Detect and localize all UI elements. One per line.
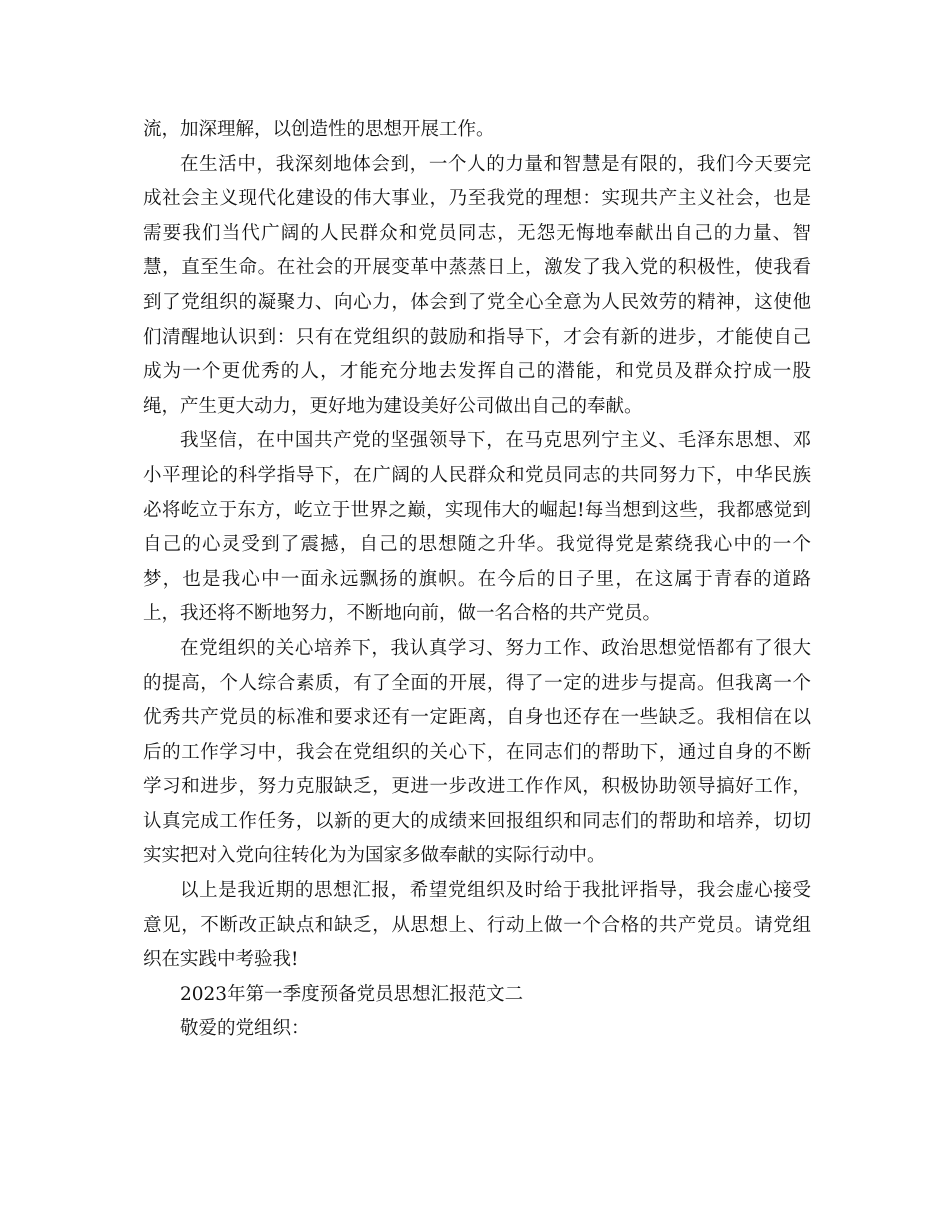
- text-line: 梦，也是我心中一面永远飘扬的旗帜。在今后的日子里，在这属于青春的道路: [143, 568, 811, 590]
- text-line: 优秀共产党员的标准和要求还有一定距离，自身也还存在一些缺乏。我相信在以: [143, 707, 811, 729]
- text-line: 成社会主义现代化建设的伟大事业，乃至我党的理想：实现共产主义社会，也是: [143, 188, 811, 210]
- text-line: 的提高，个人综合素质，有了全面的开展，得了一定的进步与提高。但我离一个: [143, 672, 811, 694]
- text-line: 实实把对入党向往转化为为国家多做奉献的实际行动中。: [143, 845, 606, 867]
- text-line: 成为一个更优秀的人，才能充分地去发挥自己的潜能，和党员及群众拧成一股: [143, 361, 811, 383]
- text-line: 敬爱的党组织：: [180, 1018, 310, 1040]
- text-line: 上，我还将不断地努力，不断地向前，做一名合格的共产党员。: [143, 603, 662, 625]
- text-line: 自己的心灵受到了震撼，自己的思想随之升华。我觉得党是萦绕我心中的一个: [143, 534, 811, 556]
- text-line: 以上是我近期的思想汇报，希望党组织及时给于我批评指导，我会虚心接受: [180, 880, 811, 902]
- text-line: 2023年第一季度预备党员思想汇报范文二: [180, 983, 524, 1005]
- text-line: 意见，不断改正缺点和缺乏，从思想上、行动上做一个合格的共产党员。请党组: [143, 914, 811, 936]
- text-line: 织在实践中考验我!: [143, 949, 299, 971]
- text-line: 绳，产生更大动力，更好地为建设美好公司做出自己的奉献。: [143, 395, 643, 417]
- text-line: 需要我们当代广阔的人民群众和党员同志，无怨无悔地奉献出自己的力量、智: [143, 222, 811, 244]
- text-line: 到了党组织的凝聚力、向心力，体会到了党全心全意为人民效劳的精神，这使他: [143, 291, 811, 313]
- text-line: 在生活中，我深刻地体会到，一个人的力量和智慧是有限的，我们今天要完: [180, 153, 811, 175]
- text-line: 们清醒地认识到：只有在党组织的鼓励和指导下，才会有新的进步，才能使自己: [143, 326, 811, 348]
- text-line: 我坚信，在中国共产党的坚强领导下，在马克思列宁主义、毛泽东思想、邓: [180, 430, 811, 452]
- text-line: 必将屹立于东方，屹立于世界之巅，实现伟大的崛起!每当想到这些，我都感觉到: [143, 499, 811, 521]
- text-line: 流，加深理解，以创造性的思想开展工作。: [143, 119, 495, 140]
- document-body: [143, 113, 811, 1047]
- text-line: 慧，直至生命。在社会的开展变革中蒸蒸日上，激发了我入党的积极性，使我看: [143, 257, 811, 279]
- text-line: 在党组织的关心培养下，我认真学习、努力工作、政治思想觉悟都有了很大: [180, 637, 811, 659]
- text-line: 小平理论的科学指导下，在广阔的人民群众和党员同志的共同努力下，中华民族: [143, 464, 811, 486]
- text-line: 学习和进步，努力克服缺乏，更进一步改进工作作风，积极协助领导搞好工作，: [143, 776, 811, 798]
- text-line: 后的工作学习中，我会在党组织的关心下，在同志们的帮助下，通过自身的不断: [143, 741, 811, 763]
- text-line: 认真完成工作任务，以新的更大的成绩来回报组织和同志们的帮助和培养，切切: [143, 810, 811, 832]
